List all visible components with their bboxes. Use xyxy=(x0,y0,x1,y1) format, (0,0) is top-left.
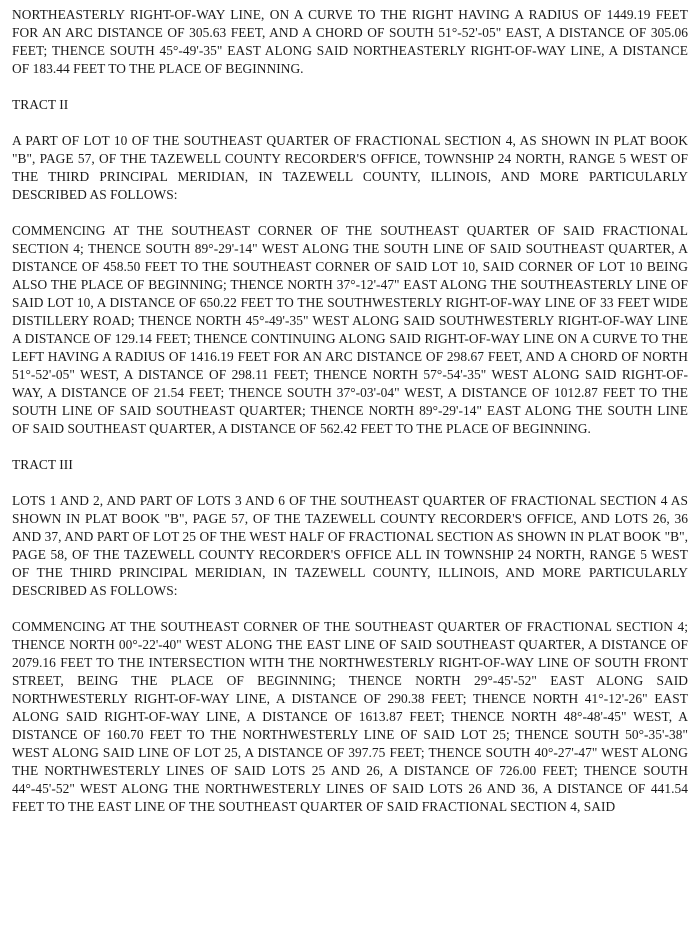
tract-ii-metes-bounds-paragraph: COMMENCING AT THE SOUTHEAST CORNER OF THE SOUTHEAST QUARTER OF SAID FRACTIONAL SECTION 4; THENCE SOUTH 89°-29'-14" WEST ALONG THE SOUTH LINE OF SAID SOUTHEAST QUARTER, A DISTANCE OF 458.50 FEET TO THE SOUTHEAST CORNER OF SAID LOT 10, SAID CORNER OF LOT 10 BEING ALSO THE PLACE OF BEGINNING; THENCE NORTH 37°-12'-47" EAST ALONG THE SOUTHEASTERLY LINE OF SAID LOT 10, A DISTANCE OF 650.22 FEET TO THE SOUTHWESTERLY RIGHT-OF-WAY LINE OF 33 FEET WIDE DISTILLERY ROAD; THENCE NORTH 45°-49'-35" WEST ALONG SAID SOUTHWESTERLY RIGHT-OF-WAY LINE A DISTANCE OF 129.14 FEET; THENCE CONTINUING ALONG SAID RIGHT-OF-WAY LINE ON A CURVE TO THE LEFT HAVING A RADIUS OF 1416.19 FEET FOR AN ARC DISTANCE OF 298.67 FEET, AND A CHORD OF NORTH 51°-52'-05" WEST, A DISTANCE OF 298.11 FEET; THENCE NORTH 57°-54'-35" WEST ALONG SAID RIGHT-OF-WAY, A DISTANCE OF 21.54 FEET; THENCE SOUTH 37°-03'-04" WEST, A DISTANCE OF 1012.87 FEET TO THE SOUTH LINE OF SAID SOUTHEAST QUARTER; THENCE NORTH 89°-29'-14" EAST ALONG THE SOUTH LINE OF SAID SOUTHEAST QUARTER, A DISTANCE OF 562.42 FEET TO THE PLACE OF BEGINNING. xyxy=(12,223,688,436)
tract-iii-description-paragraph: LOTS 1 AND 2, AND PART OF LOTS 3 AND 6 OF THE SOUTHEAST QUARTER OF FRACTIONAL SECTION 4 AS SHOWN IN PLAT BOOK "B", PAGE 57, OF THE TAZEWELL COUNTY RECORDER'S OFFICE, AND LOTS 26, 36 AND 37, AND PART OF LOT 25 OF THE WEST HALF OF FRACTIONAL SECTION AS SHOWN IN PLAT BOOK "B", PAGE 58, OF THE TAZEWELL COUNTY RECORDER'S OFFICE ALL IN TOWNSHIP 24 NORTH, RANGE 5 WEST OF THE THIRD PRINCIPAL MERIDIAN, IN TAZEWELL COUNTY, ILLINOIS, AND MORE PARTICULARLY DESCRIBED AS FOLLOWS: xyxy=(12,493,688,598)
tract-ii-heading: TRACT II xyxy=(12,97,69,112)
continuation-paragraph: NORTHEASTERLY RIGHT-OF-WAY LINE, ON A CURVE TO THE RIGHT HAVING A RADIUS OF 1449.19 FEET FOR AN ARC DISTANCE OF 305.63 FEET, AND A CHORD OF SOUTH 51°-52'-05" EAST, A DISTANCE OF 305.06 FEET; THENCE SOUTH 45°-49'-35" EAST ALONG SAID NORTHEASTERLY RIGHT-OF-WAY LINE, A DISTANCE OF 183.44 FEET TO THE PLACE OF BEGINNING. xyxy=(12,7,688,76)
tract-iii-heading: TRACT III xyxy=(12,457,73,472)
tract-ii-description-paragraph: A PART OF LOT 10 OF THE SOUTHEAST QUARTER OF FRACTIONAL SECTION 4, AS SHOWN IN PLAT BOOK "B", PAGE 57, OF THE TAZEWELL COUNTY RECORDER'S OFFICE, TOWNSHIP 24 NORTH, RANGE 5 WEST OF THE THIRD PRINCIPAL MERIDIAN, IN TAZEWELL COUNTY, ILLINOIS, AND MORE PARTICULARLY DESCRIBED AS FOLLOWS: xyxy=(12,133,688,202)
tract-iii-metes-bounds-paragraph: COMMENCING AT THE SOUTHEAST CORNER OF THE SOUTHEAST QUARTER OF FRACTIONAL SECTION 4; THENCE NORTH 00°-22'-40" WEST ALONG THE EAST LINE OF SAID SOUTHEAST QUARTER, A DISTANCE OF 2079.16 FEET TO THE INTERSECTION WITH THE NORTHWESTERLY RIGHT-OF-WAY LINE OF SOUTH FRONT STREET, BEING THE PLACE OF BEGINNING; THENCE NORTH 29°-45'-52" EAST ALONG SAID NORTHWESTERLY RIGHT-OF-WAY LINE, A DISTANCE OF 290.38 FEET; THENCE NORTH 41°-12'-26" EAST ALONG SAID RIGHT-OF-WAY LINE, A DISTANCE OF 1613.87 FEET; THENCE NORTH 48°-48'-45" WEST, A DISTANCE OF 160.70 FEET TO THE NORTHWESTERLY LINE OF SAID LOT 25; THENCE SOUTH 50°-35'-38" WEST ALONG SAID LINE OF LOT 25, A DISTANCE OF 397.75 FEET; THENCE SOUTH 40°-27'-47" WEST ALONG THE NORTHWESTERLY LINES OF SAID LOTS 25 AND 26, A DISTANCE OF 726.00 FEET; THENCE SOUTH 44°-45'-52" WEST ALONG THE NORTHWESTERLY LINES OF SAID LOTS 26 AND 36, A DISTANCE OF 441.54 FEET TO THE EAST LINE OF THE SOUTHEAST QUARTER OF SAID FRACTIONAL SECTION 4, SAID xyxy=(12,619,688,814)
